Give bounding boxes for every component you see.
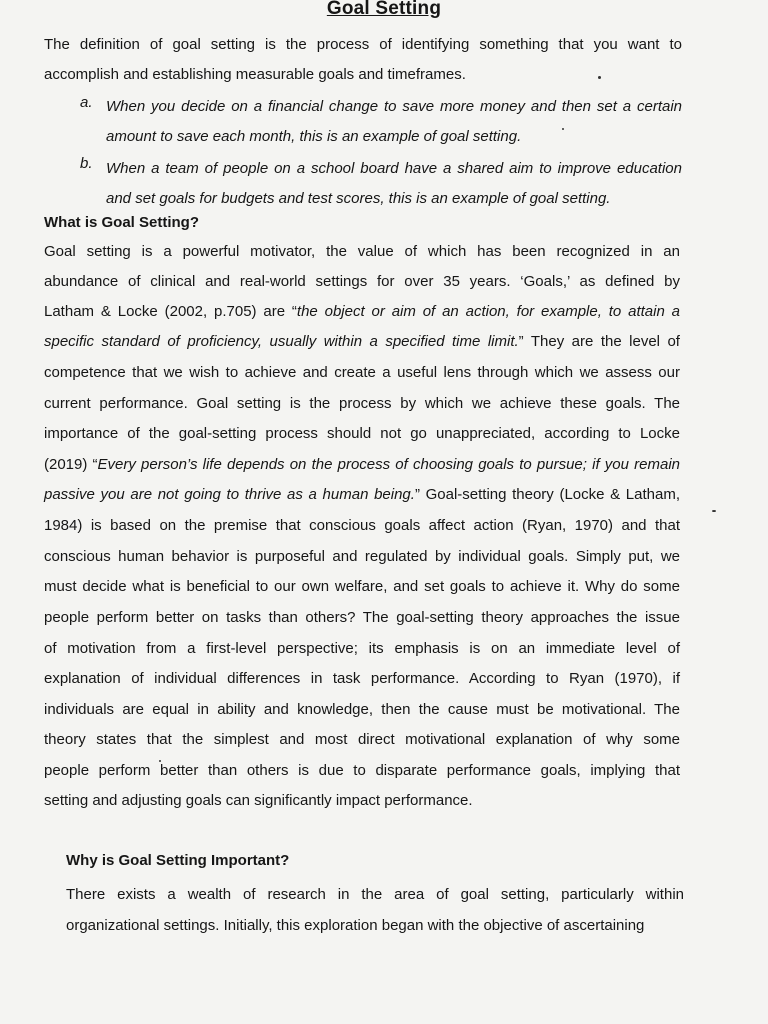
para1-line-6: current performance. Goal setting is the process by which we achieve these goals. The bbox=[44, 395, 680, 412]
example-b-marker: b. bbox=[80, 155, 93, 172]
para1-line-9: passive you are not going to thrive as a human being.” Goal-setting theory (Locke & Latham, bbox=[44, 486, 680, 503]
para2-line-1: There exists a wealth of research in the area of goal setting, particularly within bbox=[66, 886, 684, 903]
para1-line-13: people perform better on tasks than others? The goal-setting theory approaches the issue bbox=[44, 609, 680, 626]
example-a-line-2: amount to save each month, this is an example of goal setting. bbox=[106, 128, 522, 145]
para2-line-2: organizational settings. Initially, this exploration began with the objective of ascertaining bbox=[66, 917, 645, 934]
para1-line-10: 1984) is based on the premise that conscious goals affect action (Ryan, 1970) and that bbox=[44, 517, 680, 534]
para1-line-14: of motivation from a first-level perspective; its emphasis is on an immediate level of bbox=[44, 640, 680, 657]
intro-line-2: accomplish and establishing measurable goals and timeframes. bbox=[44, 66, 466, 83]
scan-speck bbox=[159, 760, 161, 762]
page-title: Goal Setting bbox=[326, 0, 442, 19]
para1-line-2: abundance of clinical and real-world settings for over 35 years. ‘Goals,’ as defined by bbox=[44, 273, 680, 290]
example-a-marker: a. bbox=[80, 94, 93, 111]
para1-line-15: explanation of individual differences in task performance. According to Ryan (1970), if bbox=[44, 670, 680, 687]
example-b-line-2: and set goals for budgets and test scores, this is an example of goal setting. bbox=[106, 190, 611, 207]
para1-line-11: conscious human behavior is purposeful and regulated by individual goals. Simply put, we bbox=[44, 548, 680, 565]
para1-line-17: theory states that the simplest and most direct motivational explanation of why some bbox=[44, 731, 680, 748]
scan-speck bbox=[562, 128, 564, 130]
section-heading-why: Why is Goal Setting Important? bbox=[66, 852, 290, 869]
scan-speck bbox=[712, 510, 716, 512]
para1-line-3: Latham & Locke (2002, p.705) are “the object or aim of an action, for example, to attain a bbox=[44, 303, 680, 320]
para1-line-5: competence that we wish to achieve and create a useful lens through which we assess our bbox=[44, 364, 680, 381]
example-a-line-1: When you decide on a financial change to save more money and then set a certain bbox=[106, 98, 682, 115]
intro-line-1: The definition of goal setting is the process of identifying something that you want to bbox=[44, 36, 682, 53]
para1-line-16: individuals are equal in ability and knowledge, then the cause must be motivational. The bbox=[44, 701, 680, 718]
example-b-line-1: When a team of people on a school board have a shared aim to improve education bbox=[106, 160, 682, 177]
para1-line-12: must decide what is beneficial to our own welfare, and set goals to achieve it. Why do some bbox=[44, 578, 680, 595]
para1-line-19: setting and adjusting goals can significantly impact performance. bbox=[44, 792, 473, 809]
scan-speck bbox=[598, 76, 601, 79]
para1-line-1: Goal setting is a powerful motivator, the value of which has been recognized in an bbox=[44, 243, 680, 260]
section-heading-what: What is Goal Setting? bbox=[44, 214, 200, 231]
para1-line-18: people perform better than others is due to disparate performance goals, implying that bbox=[44, 762, 680, 779]
para1-line-8: (2019) “Every person’s life depends on the process of choosing goals to pursue; if you remain bbox=[44, 456, 680, 473]
para1-line-4: specific standard of proficiency, usually within a specified time limit.” They are the level of bbox=[44, 333, 680, 350]
para1-line-7: importance of the goal-setting process should not go unappreciated, according to Locke bbox=[44, 425, 680, 442]
